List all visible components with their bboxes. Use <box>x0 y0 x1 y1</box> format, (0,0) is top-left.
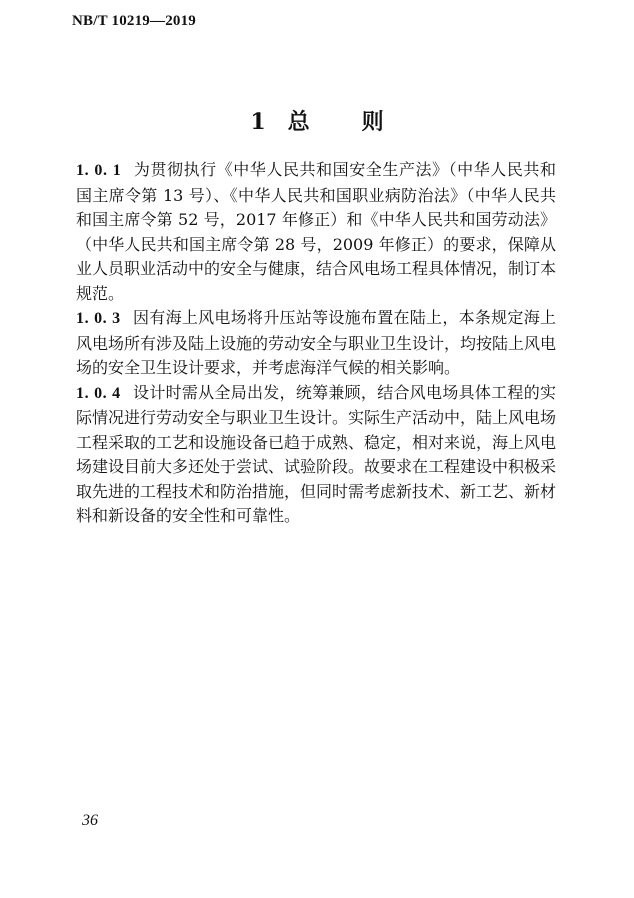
chapter-title <box>0 106 634 138</box>
clause-1-0-3 <box>76 306 556 381</box>
clause-number: 1. 0. 4 <box>76 384 121 402</box>
clause-text: 为贯彻执行《中华人民共和国安全生产法》（中华人民共和国主席令第 13 号）、《中华人民共和国职业病防治法》（中华人民共和国主席令第 52 号，2017 年修正）和《中华人民共和国劳动法》（中华人民共和国主席令第 28 号，2009 年修正）的要求，保障从业人员职业活动中的安全与健康，结合风电场工程具体情况，制订本规范。 <box>76 160 557 303</box>
clause-list <box>76 158 556 529</box>
document-code: NB/T 10219—2019 <box>72 13 196 29</box>
clause-number: 1. 0. 3 <box>76 310 121 327</box>
page-number: 36 <box>82 812 98 829</box>
clause-text: 设计时需从全局出发，统筹兼顾，结合风电场具体工程的实际情况进行劳动安全与职业卫生设计。实际生产活动中，陆上风电场工程采取的工艺和设施设备已趋于成熟、稳定，相对来说，海上风电场建设目前大多还处于尝试、试验阶段。故要求在工程建设中积极采取先进的工程技术和防治措施，但同时需考虑新技术、新工艺、新材料和新设备的安全性和可靠性。 <box>76 382 557 525</box>
chapter-number: 1 <box>250 109 266 135</box>
clause-text: 因有海上风电场将升压站等设施布置在陆上，本条规定海上风电场所有涉及陆上设施的劳动安全与职业卫生设计，均按陆上风电场的安全卫生设计要求，并考虑海洋气候的相关影响。 <box>76 308 557 377</box>
clause-1-0-4 <box>76 381 556 529</box>
clause-number: 1. 0. 1 <box>76 162 122 179</box>
chapter-title-char-2: 则 <box>361 109 384 135</box>
clause-1-0-1 <box>76 158 556 306</box>
chapter-title-char-1: 总 <box>287 109 310 135</box>
